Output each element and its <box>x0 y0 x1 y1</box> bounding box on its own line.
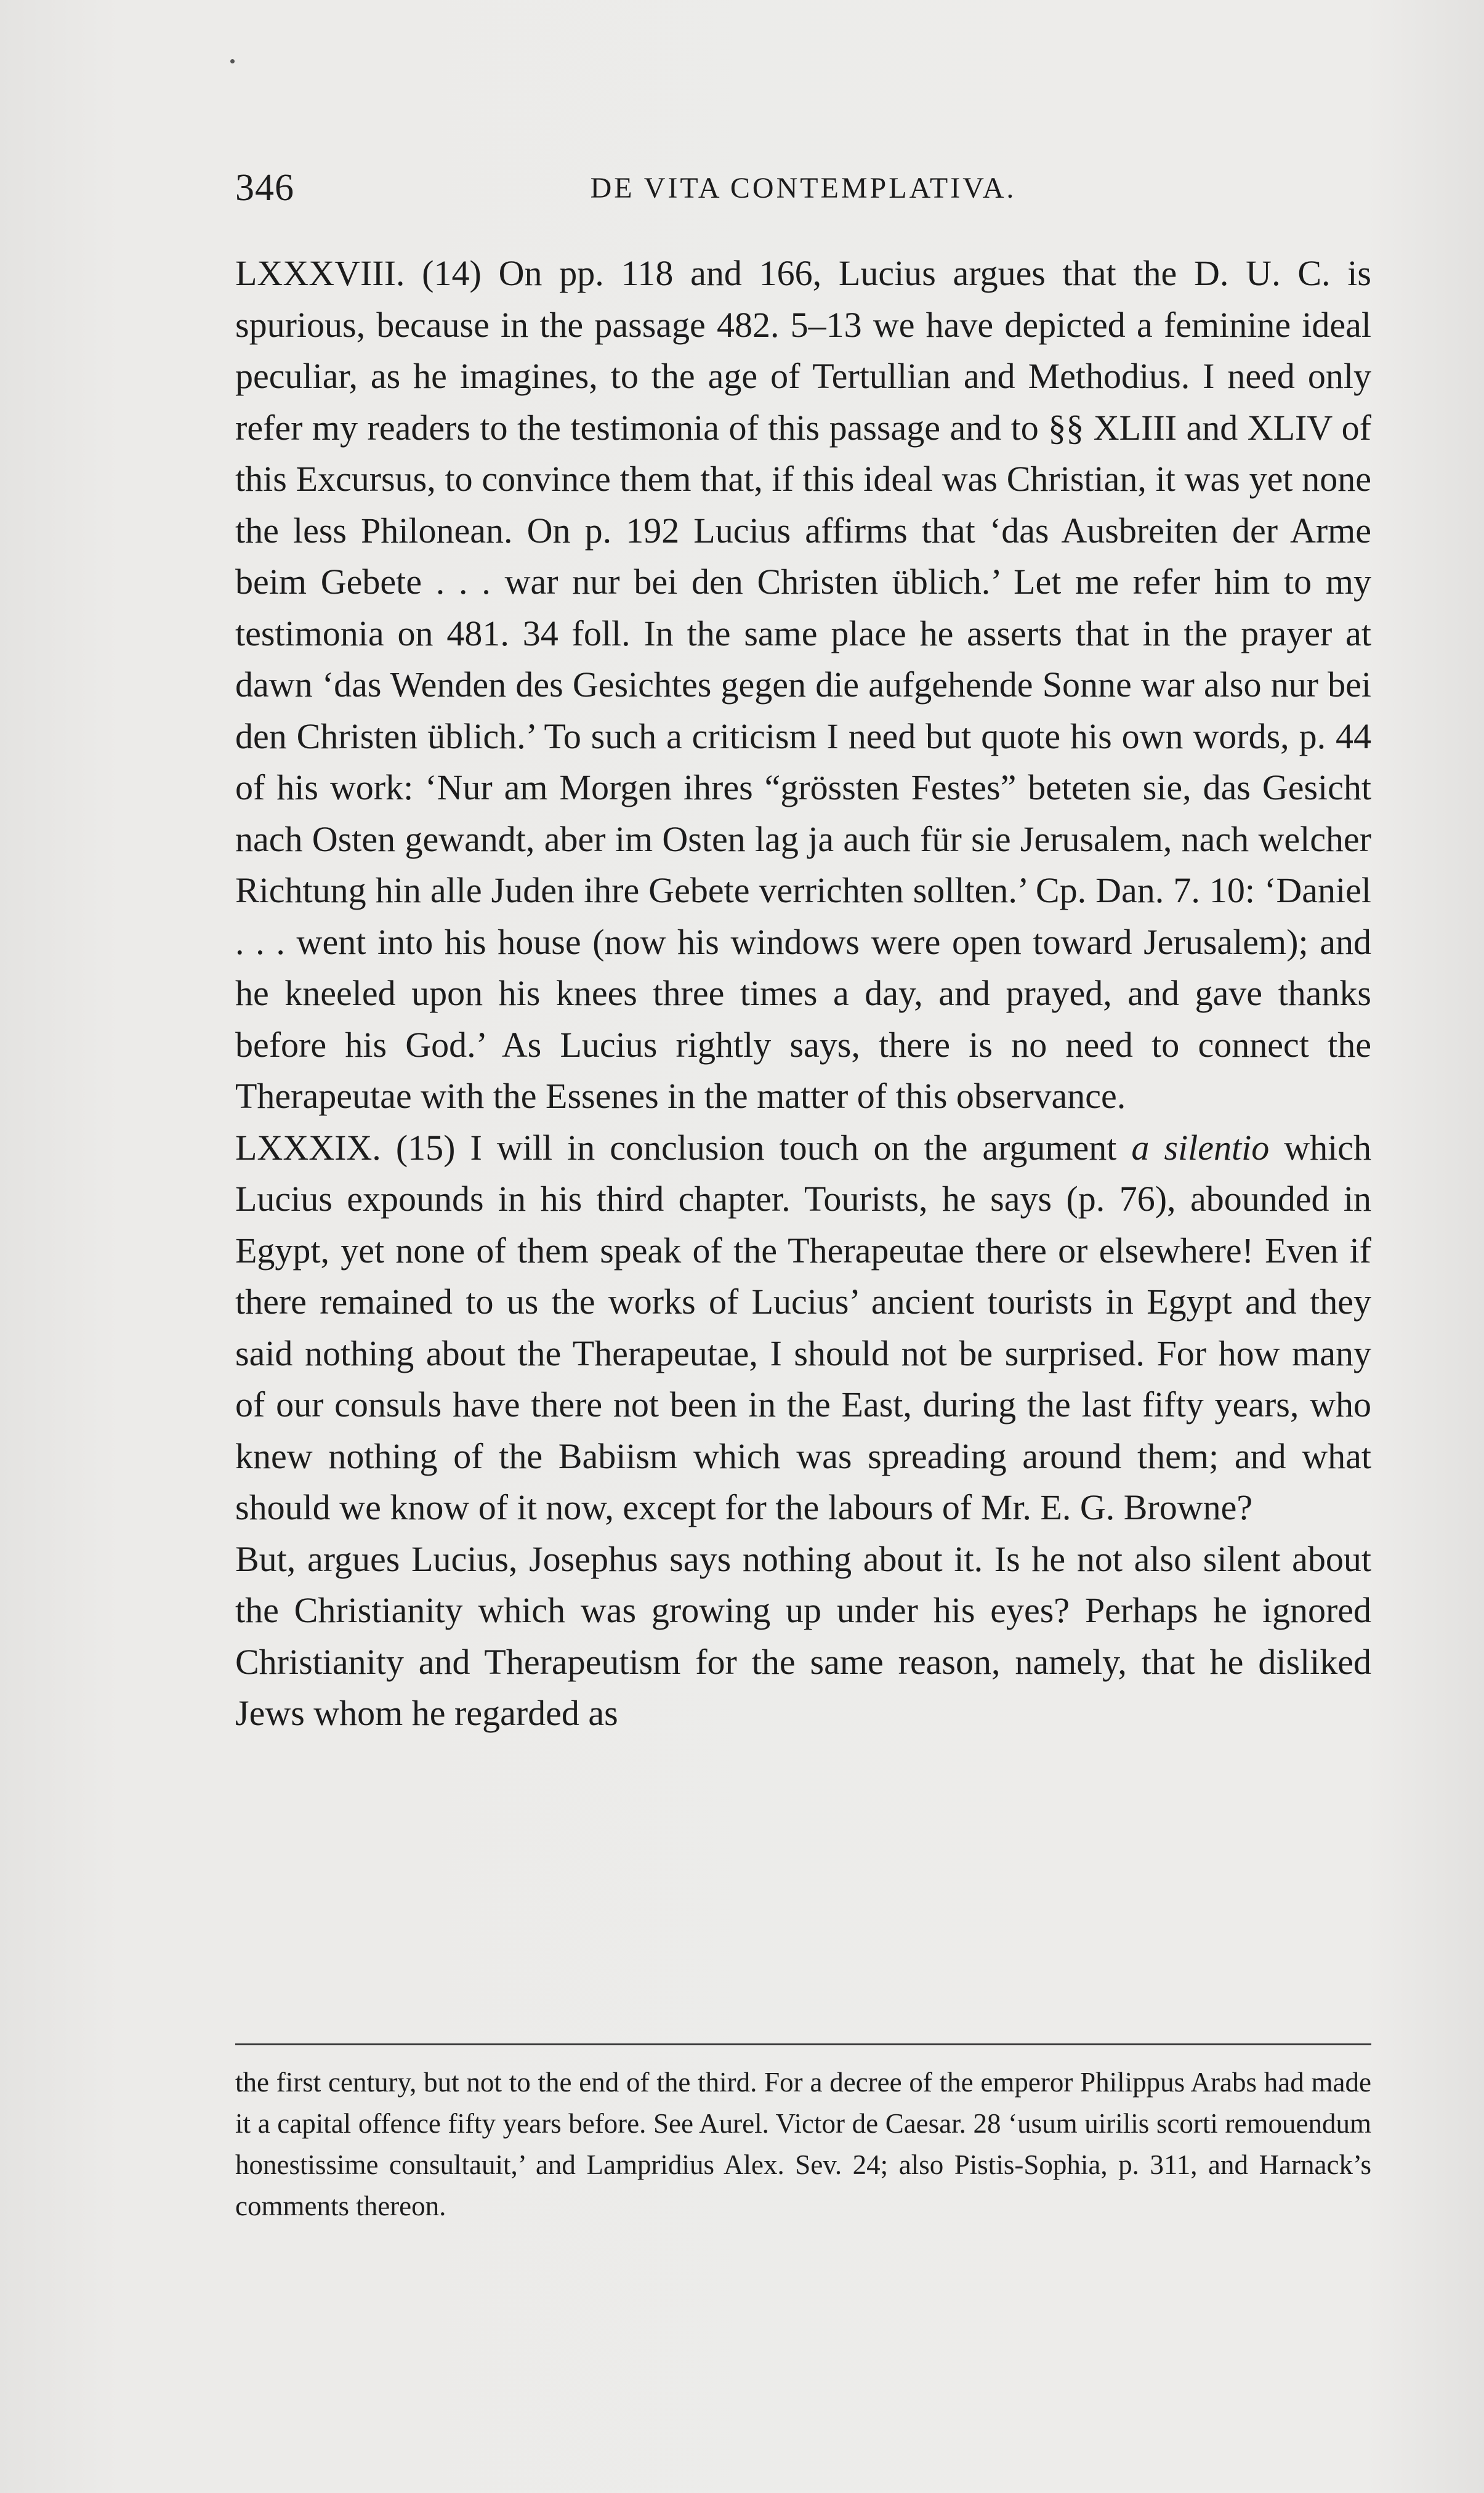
latin-phrase: a silentio <box>1131 1127 1270 1168</box>
paragraph-josephus: But, argues Lucius, Josephus says nothing about it. Is he not also silent about the Christianity which was growing up under his eyes? Perhaps he ignored Christianity and Therapeutism for the same reason, namely, that he disliked Jews whom he regarded as <box>235 1538 1371 1733</box>
footnote-rule <box>235 2043 1371 2045</box>
paragraph-lxxxix-lead: LXXXIX. (15) I will in conclusion touch on the argument <box>235 1127 1117 1168</box>
page-number: 346 <box>235 167 294 209</box>
page-header <box>235 166 1371 216</box>
running-title: DE VITA CONTEMPLATIVA. <box>590 172 1017 204</box>
paragraph-lxxxviii: LXXXVIII. (14) On pp. 118 and 166, Lucius argues that the D. U. C. is spurious, because in the passage 482. 5–13 we have depicted a feminine ideal peculiar, as he imagines, to the age of Tertullian and Methodius. I need only refer my readers to the testimonia of this passage and to §§ XLIII and XLIV of this Excursus, to convince them that, if this ideal was Christian, it was yet none the less Philonean. On p. 192 Lucius affirms that ‘das Ausbreiten der Arme beim Gebete . . . war nur bei den Christen üblich.’ Let me refer him to my testimonia on 481. 34 foll. In the same place he asserts that in the prayer at dawn ‘das Wenden des Gesichtes gegen die aufgehende Sonne war also nur bei den Christen üblich.’ To such a criticism I need but quote his own words, p. 44 of his work: ‘Nur am Morgen ihres “grössten Festes” beteten sie, das Gesicht nach Osten gewandt, aber im Osten lag ja auch für sie Jerusalem, nach welcher Richtung hin alle Juden ihre Gebete verrichten sollten.’ Cp. Dan. 7. 10: ‘Daniel . . . went into his house (now his windows were open toward Jerusalem); and he kneeled upon his knees three times a day, and prayed, and gave thanks before his God.’ As Lucius rightly says, there is no need to connect the Therapeutae with the Essenes in the matter of this observance. <box>235 253 1371 1116</box>
paper-speck <box>230 59 235 63</box>
paragraph-lxxxix-rest: which Lucius expounds in his third chapter. Tourists, he says (p. 76), abounded in Egypt, yet none of them speak of the Therapeutae there or elsewhere! Even if there remained to us the works of Lucius’ ancient tourists in Egypt and they said nothing about the Therapeutae, I should not be surprised. For how many of our consuls have there not been in the East, during the last fifty years, who knew nothing of the Babiism which was spreading around them; and what should we know of it now, except for the labours of Mr. E. G. Browne? <box>235 1127 1372 1527</box>
footnote: the first century, but not to the end of the third. For a decree of the emperor Philippus Arabs had made it a capital offence fifty years before. See Aurel. Victor de Caesar. 28 ‘usum uirilis scorti remouendum honestissime consultauit,’ and Lampridius Alex. Sev. 24; also Pistis-Sophia, p. 311, and Harnack’s comments thereon. <box>235 2067 1371 2221</box>
main-text <box>235 248 1371 1739</box>
paragraph-lxxxix <box>235 1122 1371 1533</box>
